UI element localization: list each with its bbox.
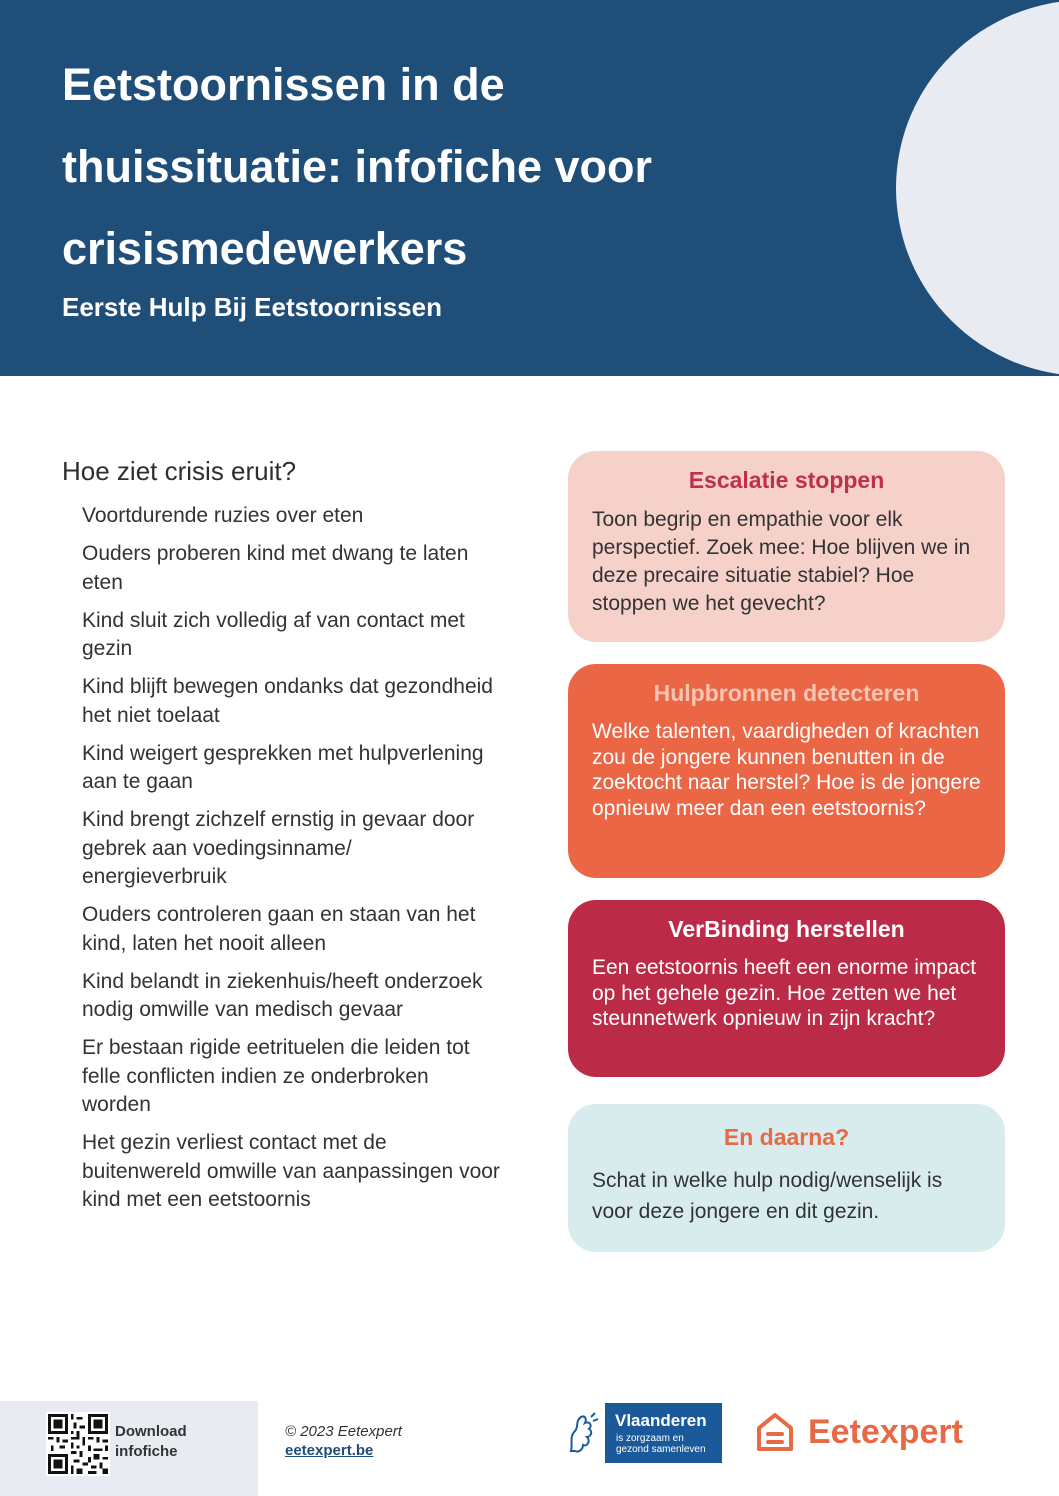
eetexpert-brand: Eetexpert: [808, 1412, 963, 1451]
list-item: Kind sluit zich volledig af van contact met gezin: [82, 608, 465, 660]
vlaanderen-name: Vlaanderen: [615, 1411, 707, 1430]
list-item: Kind brengt zichzelf ernstig in gevaar door gebrek aan voedingsinname/ energieverbruik: [82, 808, 475, 888]
card-hulpbronnen-detecteren: [568, 664, 1005, 878]
card-text: Een eetstoornis heeft een enorme impact op het gehele gezin. Hoe zetten we het steunnetwerk opnieuw in zijn kracht?: [592, 956, 977, 1030]
vlaanderen-tagline-line1: is zorgzaam en: [616, 1433, 684, 1444]
card-title: Escalatie stoppen: [688, 467, 885, 493]
copyright-text: © 2023 Eetexpert: [285, 1423, 402, 1440]
qr-code-icon[interactable]: [46, 1412, 110, 1476]
card-title: VerBinding herstellen: [668, 916, 905, 942]
card-verbinding-herstellen: [568, 900, 1005, 1077]
header-banner: [0, 0, 1059, 376]
vlaanderen-tagline-line2: gezond samenleven: [616, 1444, 706, 1455]
card-title: En daarna?: [723, 1124, 850, 1150]
vlaanderen-tagline: [616, 1433, 706, 1455]
card-text: Toon begrip en empathie voor elk perspectief. Zoek mee: Hoe blijven we in deze precaire situatie stabiel? Hoe stoppen we het gevecht?: [592, 508, 971, 615]
list-item: Ouders proberen kind met dwang te laten eten: [82, 542, 469, 594]
list-item: Voortdurende ruzies over eten: [82, 504, 364, 527]
flemish-lion-icon: [561, 1403, 605, 1463]
card-escalatie-stoppen: [568, 451, 1005, 642]
page-subtitle: Eerste Hulp Bij Eetstoornissen: [62, 292, 442, 322]
card-title: Hulpbronnen detecteren: [653, 680, 920, 706]
house-icon: [756, 1412, 794, 1452]
vlaanderen-logo: [561, 1403, 722, 1463]
crisis-list: [82, 502, 502, 1224]
crisis-heading: Hoe ziet crisis eruit?: [62, 456, 297, 486]
card-text: Schat in welke hulp nodig/wenselijk is voor deze jongere en dit gezin.: [592, 1169, 943, 1223]
card-en-daarna: [568, 1104, 1005, 1252]
card-text: Welke talenten, vaardigheden of krachten zou de jongere kunnen benutten in de zoektocht naar herstel? Hoe is de jongere opnieuw meer dan een eetstoornis?: [592, 720, 981, 820]
list-item: Kind belandt in ziekenhuis/heeft onderzoek nodig omwille van medisch gevaar: [82, 969, 483, 1021]
page-title: Eetstoornissen in de thuissituatie: infofiche voor crisismedewerkers: [62, 59, 653, 274]
download-label-line2: infofiche: [115, 1443, 178, 1460]
website-link[interactable]: eetexpert.be: [285, 1442, 374, 1459]
decorative-circle: [896, 0, 1059, 376]
list-item: Er bestaan rigide eetrituelen die leiden tot felle conflicten indien ze onderbroken worden: [82, 1036, 470, 1116]
eetexpert-logo: [756, 1410, 963, 1454]
list-item: Kind weigert gesprekken met hulpverlening aan te gaan: [82, 741, 484, 793]
list-item: Kind blijft bewegen ondanks dat gezondheid het niet toelaat: [82, 675, 493, 727]
download-label-line1: Download: [115, 1423, 187, 1440]
list-item: Het gezin verliest contact met de buitenwereld omwille van aanpassingen voor kind met een eetstoornis: [82, 1131, 500, 1211]
list-item: Ouders controleren gaan en staan van het kind, laten het nooit alleen: [82, 903, 476, 955]
download-label[interactable]: [115, 1422, 187, 1462]
